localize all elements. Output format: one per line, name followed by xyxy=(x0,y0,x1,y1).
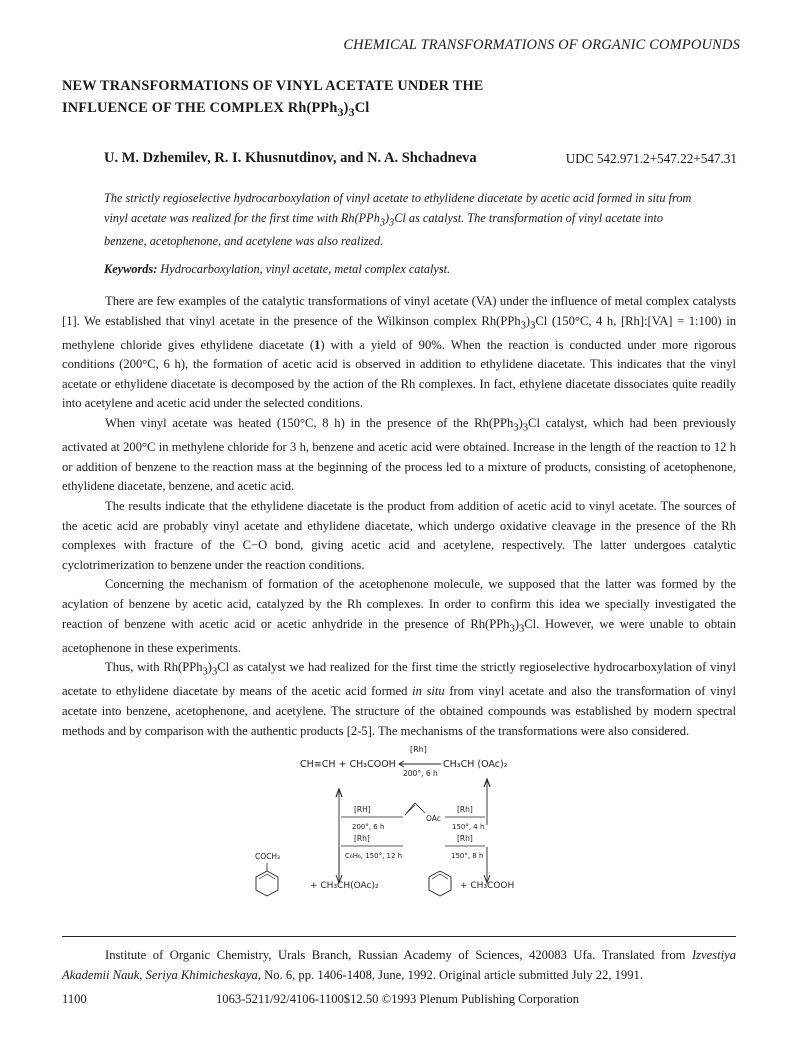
abstract xyxy=(104,189,700,252)
author-list: U. M. Dzhemilev, R. I. Khusnutdinov, and N. A. Shchadneva xyxy=(104,150,477,166)
page-number: 1100 xyxy=(62,992,87,1006)
abstract-text-2: Cl as catalyst. The transformation of vinyl acetate into benzene, acetophenone, and acetylene was also realized. xyxy=(104,210,664,249)
p4-text-b: Cl. However, we were unable to obtain acetophenone in these experiments. xyxy=(62,616,736,655)
footnote-text-2: No. 6, pp. 1406-1408, June, 1992. Original article submitted July 22, 1991. xyxy=(261,968,643,982)
scheme-left-conditions-2: C₆H₆, 150°, 12 h xyxy=(345,852,403,860)
p5-text-c: from vinyl acetate and also the transformation of vinyl acetate into benzene, acetophenone, and acetylene. The structure of the obtained compounds was established by modern spectral methods and by comparison with the authentic products [2-5]. The mechanisms of the transformations were also considered. xyxy=(62,684,737,738)
scheme-right-conditions-1: 150°, 4 h xyxy=(452,823,485,831)
abstract-paren: ) xyxy=(384,210,390,225)
abstract-subscript: 3 xyxy=(379,216,385,228)
footnote-journal: Izvestiya Akademii Nauk, Seriya Khimicheskaya, xyxy=(62,948,736,982)
affiliation-footnote xyxy=(62,945,736,985)
paragraph-4 xyxy=(62,575,736,658)
p4-text-a: Concerning the mechanism of formation of the acetophenone molecule, we supposed that the latter was formed by the acylation of benzene by acetic acid, catalyzed by the Rh complexes. In order to confirm this idea we specially investigated the reaction of benzene with acetic acid or acetic anhydride in the presence of Rh(PPh xyxy=(62,577,736,631)
scheme-top-conditions: 200°, 6 h xyxy=(403,769,438,778)
article-title xyxy=(62,75,682,123)
scheme-left-reactants: CH≡CH + CH₃COOH xyxy=(300,759,396,770)
reaction-scheme xyxy=(255,733,555,905)
abstract-subscript-2: 3 xyxy=(389,216,395,228)
vinyl-skeleton xyxy=(405,803,425,815)
scheme-top-catalyst: [Rh] xyxy=(410,745,427,754)
title-paren: ) xyxy=(343,100,349,116)
footnote-text-1: Institute of Organic Chemistry, Urals Branch, Russian Academy of Sciences, 420083 Ufa. Translated from xyxy=(105,948,692,962)
title-line-2-end: Cl xyxy=(354,100,370,116)
title-line-2-text: INFLUENCE OF THE COMPLEX Rh(PPh xyxy=(62,100,338,116)
p5-text-b: Cl as catalyst we had realized for the first time the strictly regioselective hydrocarboxylation of vinyl acetate to ethylidene diacetate by means of the acetic acid formed xyxy=(62,660,736,699)
p1-text-c: ) with a yield of 90%. When the reaction is conducted under more rigorous conditions (200°C, 6 h), the formation of acetic acid is observed in addition to ethylidene diacetate. This indicates that the vinyl acetate or ethylidene diacetate is decomposed by the action of the Rh complexes. In fact, ethylene diacetate dissociates quite readily into acetylene and acetic acid under the selected conditions. xyxy=(62,337,737,411)
scheme-acetyl-group: COCH₃ xyxy=(255,852,281,861)
p4-sub-2: 3 xyxy=(519,623,525,635)
vinyl-double-bond xyxy=(407,805,415,813)
abstract-text-1: The strictly regioselective hydrocarboxylation of vinyl acetate to ethylidene diacetate by acetic acid formed in situ from vinyl acetate was realized for the first time with Rh(PPh xyxy=(104,191,692,225)
paragraph-1 xyxy=(62,292,736,414)
p5-paren: ) xyxy=(207,660,212,675)
scheme-plus-edda: + CH₃CH(OAc)₂ xyxy=(310,881,379,891)
benzene-ring-icon xyxy=(429,871,451,896)
in-situ-italic: in situ xyxy=(412,684,445,699)
p2-sub: 3 xyxy=(513,422,519,434)
scheme-right-catalyst-2: [Rh] xyxy=(457,834,473,843)
p2-paren: ) xyxy=(518,416,523,431)
benzene-inner-bond xyxy=(432,874,448,879)
issn-line: 1063-5211/92/4106-1100$12.50 ©1993 Plenum Publishing Corporation xyxy=(216,992,580,1006)
p1-sub: 3 xyxy=(520,320,526,332)
p2-text-a: When vinyl acetate was heated (150°C, 8 h) in the presence of the Rh(PPh xyxy=(105,416,514,431)
p4-sub: 3 xyxy=(509,623,515,635)
title-line-2 xyxy=(62,97,682,123)
footnote-divider xyxy=(62,936,736,937)
keywords xyxy=(104,262,700,277)
acetophenone-ring-icon xyxy=(256,871,278,896)
p1-text-b: Cl (150°C, 4 h, [Rh]:[VA] = 1:100) in methylene chloride gives ethylidene diacetate ( xyxy=(62,313,736,352)
scheme-right-catalyst-1: [Rh] xyxy=(457,805,473,814)
article-body xyxy=(62,292,736,741)
p2-sub-2: 3 xyxy=(522,422,529,434)
paragraph-3: The results indicate that the ethylidene diacetate is the product from addition of acetic acid to vinyl acetate. The sources of the acetic acid are probably vinyl acetate and ethylidene diacetate, which undergo oxidative cleavage in the presence of the Rh complexes with fracture of the C−O bond, giving acetic acid and acetylene, respectively. The latter undergoes catalytic cyclotrimerization to benzene under the reaction conditions. xyxy=(62,498,736,572)
p1-paren: ) xyxy=(525,313,531,328)
title-line-1: NEW TRANSFORMATIONS OF VINYL ACETATE UNDER THE xyxy=(62,78,484,94)
reaction-scheme-svg xyxy=(255,733,555,905)
scheme-plus-acoh: + CH₃COOH xyxy=(460,881,515,891)
p1-text-a: There are few examples of the catalytic transformations of vinyl acetate (VA) under the influence of metal complex catalysts [1]. We established that vinyl acetate in the presence of the Wilkinson complex Rh(PPh xyxy=(62,294,736,328)
p2-text-b: Cl catalyst, which had been previously activated at 200°C in methylene chloride for 3 h, benzene and acetic acid were obtained. Increase in the length of the reaction to 12 h or addition of benzene to the reaction mass at the beginning of the process led to a mixture of products, consisting of acetophenone, ethylidene diacetate, benzene, and acetic acid. xyxy=(62,416,737,494)
keywords-text: Hydrocarboxylation, vinyl acetate, metal complex catalyst. xyxy=(160,262,451,276)
p5-text-a: Thus, with Rh(PPh xyxy=(105,660,203,675)
keywords-label: Keywords: xyxy=(104,262,158,276)
scheme-left-conditions-1: 200°, 6 h xyxy=(352,823,385,831)
scheme-right-product: CH₃CH (OAc)₂ xyxy=(443,759,508,770)
p1-sub-2: 3 xyxy=(530,320,536,332)
scheme-right-conditions-2: 150°, 8 h xyxy=(451,852,484,860)
compound-number: 1 xyxy=(314,337,321,352)
paragraph-5 xyxy=(62,658,736,741)
title-subscript-2: 3 xyxy=(348,104,355,119)
scheme-vinyl-oac: OAc xyxy=(426,814,441,823)
p5-sub: 3 xyxy=(202,666,208,678)
title-subscript: 3 xyxy=(337,104,344,119)
udc-code: UDC 542.971.2+547.22+547.31 xyxy=(565,151,737,166)
scheme-left-catalyst-1: [RH] xyxy=(354,805,371,814)
scheme-left-catalyst-2: [Rh] xyxy=(354,834,370,843)
paragraph-2 xyxy=(62,414,736,497)
acetophenone-inner-bond xyxy=(259,874,275,879)
running-head: CHEMICAL TRANSFORMATIONS OF ORGANIC COMPOUNDS xyxy=(343,37,740,53)
p5-sub-2: 3 xyxy=(212,666,218,678)
p4-paren: ) xyxy=(514,616,520,631)
